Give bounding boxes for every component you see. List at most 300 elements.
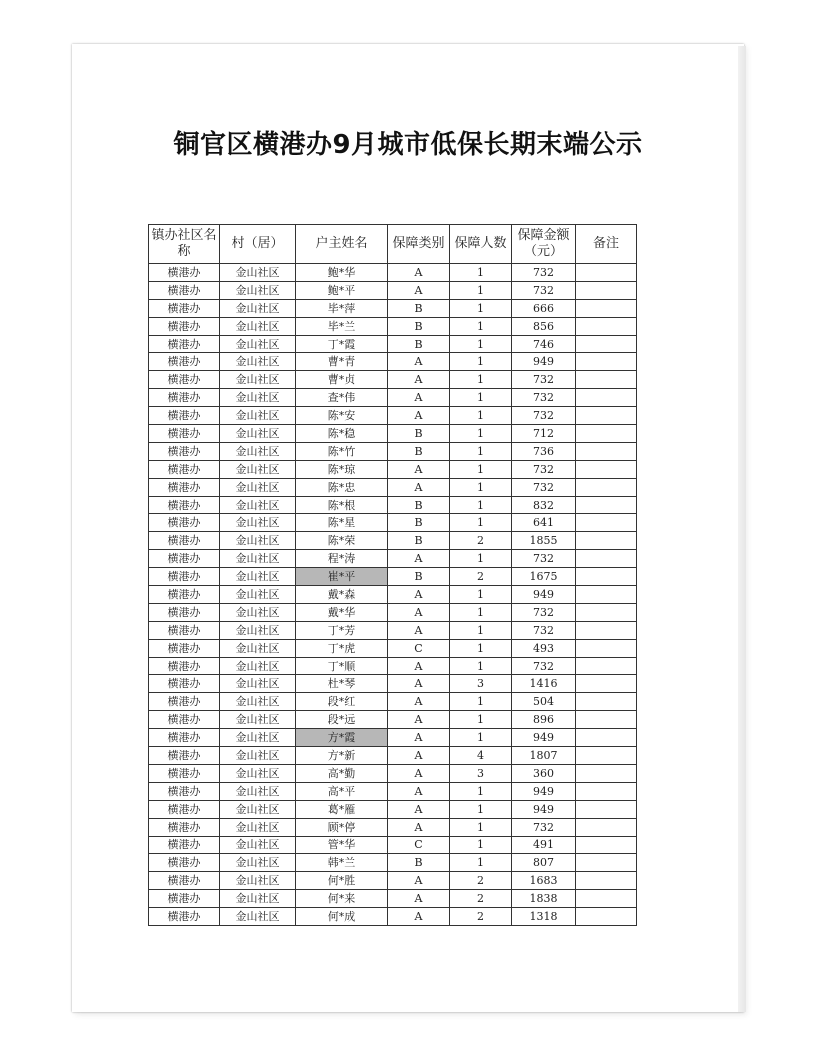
cell-village: 金山社区: [220, 568, 296, 586]
table-row: [149, 621, 637, 639]
cell-town: 横港办: [149, 371, 220, 389]
cell-remark: [576, 478, 637, 496]
cell-name: 顾*停: [296, 818, 388, 836]
cell-name: 戴*华: [296, 603, 388, 621]
cell-amount: 491: [512, 836, 576, 854]
cell-persons: 1: [450, 657, 512, 675]
cell-name: 查*伟: [296, 389, 388, 407]
table-row: [149, 782, 637, 800]
cell-town: 横港办: [149, 908, 220, 926]
cell-persons: 1: [450, 389, 512, 407]
cell-name: 何*胜: [296, 872, 388, 890]
cell-category: A: [388, 460, 450, 478]
cell-town: 横港办: [149, 407, 220, 425]
cell-town: 横港办: [149, 890, 220, 908]
cell-village: 金山社区: [220, 407, 296, 425]
table-row: [149, 281, 637, 299]
cell-persons: 1: [450, 586, 512, 604]
cell-amount: 1807: [512, 747, 576, 765]
cell-amount: 732: [512, 281, 576, 299]
cell-name: 陈*荣: [296, 532, 388, 550]
cell-remark: [576, 407, 637, 425]
table-row: [149, 550, 637, 568]
cell-village: 金山社区: [220, 550, 296, 568]
cell-town: 横港办: [149, 514, 220, 532]
table-row: [149, 514, 637, 532]
cell-persons: 1: [450, 854, 512, 872]
cell-amount: 712: [512, 425, 576, 443]
cell-town: 横港办: [149, 782, 220, 800]
cell-amount: 732: [512, 371, 576, 389]
cell-persons: 1: [450, 353, 512, 371]
cell-village: 金山社区: [220, 836, 296, 854]
cell-remark: [576, 639, 637, 657]
cell-remark: [576, 496, 637, 514]
cell-town: 横港办: [149, 568, 220, 586]
cell-category: A: [388, 478, 450, 496]
cell-remark: [576, 389, 637, 407]
cell-amount: 736: [512, 442, 576, 460]
cell-persons: 3: [450, 675, 512, 693]
cell-persons: 1: [450, 264, 512, 282]
table-row: [149, 639, 637, 657]
cell-name: 方*新: [296, 747, 388, 765]
cell-town: 横港办: [149, 818, 220, 836]
table-row: [149, 800, 637, 818]
cell-name: 曹*贞: [296, 371, 388, 389]
cell-town: 横港办: [149, 389, 220, 407]
cell-village: 金山社区: [220, 442, 296, 460]
cell-name: 崔*平: [296, 568, 388, 586]
cell-amount: 1318: [512, 908, 576, 926]
cell-remark: [576, 908, 637, 926]
cell-town: 横港办: [149, 532, 220, 550]
cell-village: 金山社区: [220, 281, 296, 299]
cell-amount: 1675: [512, 568, 576, 586]
cell-name: 葛*雁: [296, 800, 388, 818]
cell-name: 鲍*平: [296, 281, 388, 299]
cell-town: 横港办: [149, 281, 220, 299]
cell-category: A: [388, 782, 450, 800]
cell-category: A: [388, 603, 450, 621]
cell-remark: [576, 550, 637, 568]
cell-town: 横港办: [149, 460, 220, 478]
table-row: [149, 729, 637, 747]
cell-persons: 1: [450, 550, 512, 568]
cell-name: 何*来: [296, 890, 388, 908]
cell-village: 金山社区: [220, 299, 296, 317]
cell-amount: 856: [512, 317, 576, 335]
cell-persons: 1: [450, 711, 512, 729]
cell-category: A: [388, 621, 450, 639]
cell-name: 陈*安: [296, 407, 388, 425]
cell-persons: 2: [450, 532, 512, 550]
cell-town: 横港办: [149, 425, 220, 443]
cell-town: 横港办: [149, 693, 220, 711]
cell-town: 横港办: [149, 264, 220, 282]
cell-town: 横港办: [149, 586, 220, 604]
cell-amount: 504: [512, 693, 576, 711]
cell-village: 金山社区: [220, 675, 296, 693]
cell-village: 金山社区: [220, 425, 296, 443]
cell-name: 陈*星: [296, 514, 388, 532]
cell-town: 横港办: [149, 764, 220, 782]
table-row: [149, 854, 637, 872]
cell-remark: [576, 442, 637, 460]
cell-category: A: [388, 800, 450, 818]
cell-town: 横港办: [149, 836, 220, 854]
cell-amount: 732: [512, 264, 576, 282]
cell-town: 横港办: [149, 353, 220, 371]
cell-persons: 1: [450, 800, 512, 818]
cell-village: 金山社区: [220, 353, 296, 371]
cell-remark: [576, 621, 637, 639]
cell-remark: [576, 800, 637, 818]
cell-amount: 732: [512, 657, 576, 675]
cell-village: 金山社区: [220, 335, 296, 353]
cell-town: 横港办: [149, 335, 220, 353]
cell-name: 丁*霞: [296, 335, 388, 353]
cell-amount: 732: [512, 550, 576, 568]
cell-persons: 1: [450, 425, 512, 443]
cell-persons: 1: [450, 514, 512, 532]
cell-amount: 732: [512, 478, 576, 496]
cell-persons: 1: [450, 818, 512, 836]
cell-category: A: [388, 586, 450, 604]
cell-amount: 666: [512, 299, 576, 317]
cell-remark: [576, 586, 637, 604]
table-row: [149, 675, 637, 693]
cell-name: 丁*芳: [296, 621, 388, 639]
cell-town: 横港办: [149, 729, 220, 747]
cell-amount: 732: [512, 389, 576, 407]
cell-remark: [576, 729, 637, 747]
cell-persons: 1: [450, 693, 512, 711]
cell-category: B: [388, 532, 450, 550]
cell-remark: [576, 425, 637, 443]
cell-persons: 1: [450, 299, 512, 317]
cell-village: 金山社区: [220, 818, 296, 836]
cell-category: A: [388, 281, 450, 299]
cell-village: 金山社区: [220, 603, 296, 621]
cell-town: 横港办: [149, 550, 220, 568]
cell-town: 横港办: [149, 621, 220, 639]
cell-name: 曹*青: [296, 353, 388, 371]
cell-town: 横港办: [149, 299, 220, 317]
cell-persons: 2: [450, 568, 512, 586]
cell-persons: 1: [450, 335, 512, 353]
table-row: [149, 353, 637, 371]
header-town: 镇办社区名称: [149, 225, 220, 264]
cell-town: 横港办: [149, 854, 220, 872]
cell-category: A: [388, 908, 450, 926]
cell-category: A: [388, 371, 450, 389]
cell-name: 鲍*华: [296, 264, 388, 282]
cell-category: A: [388, 729, 450, 747]
cell-remark: [576, 836, 637, 854]
cell-name: 陈*忠: [296, 478, 388, 496]
table-row: [149, 371, 637, 389]
cell-persons: 1: [450, 407, 512, 425]
cell-village: 金山社区: [220, 371, 296, 389]
cell-persons: 1: [450, 836, 512, 854]
cell-amount: 949: [512, 800, 576, 818]
cell-remark: [576, 764, 637, 782]
cell-persons: 1: [450, 460, 512, 478]
table-row: [149, 407, 637, 425]
cell-name: 管*华: [296, 836, 388, 854]
cell-village: 金山社区: [220, 657, 296, 675]
cell-category: A: [388, 657, 450, 675]
cell-amount: 949: [512, 729, 576, 747]
table-row: [149, 532, 637, 550]
table-row: [149, 389, 637, 407]
cell-amount: 732: [512, 818, 576, 836]
header-remark: 备注: [576, 225, 637, 264]
header-name: 户主姓名: [296, 225, 388, 264]
cell-name: 韩*兰: [296, 854, 388, 872]
cell-town: 横港办: [149, 747, 220, 765]
cell-persons: 1: [450, 729, 512, 747]
cell-amount: 807: [512, 854, 576, 872]
cell-category: A: [388, 872, 450, 890]
cell-amount: 746: [512, 335, 576, 353]
page-title: 铜官区横港办9月城市低保长期末端公示: [173, 130, 643, 160]
table-row: [149, 603, 637, 621]
cell-category: C: [388, 639, 450, 657]
cell-category: A: [388, 747, 450, 765]
cell-remark: [576, 657, 637, 675]
cell-village: 金山社区: [220, 854, 296, 872]
cell-remark: [576, 872, 637, 890]
cell-name: 丁*顺: [296, 657, 388, 675]
cell-amount: 732: [512, 407, 576, 425]
cell-name: 段*远: [296, 711, 388, 729]
cell-category: A: [388, 818, 450, 836]
cell-category: A: [388, 890, 450, 908]
cell-category: A: [388, 550, 450, 568]
cell-village: 金山社区: [220, 460, 296, 478]
cell-remark: [576, 460, 637, 478]
cell-category: B: [388, 335, 450, 353]
cell-remark: [576, 675, 637, 693]
cell-village: 金山社区: [220, 639, 296, 657]
table-row: [149, 317, 637, 335]
table-row: [149, 818, 637, 836]
cell-name: 戴*森: [296, 586, 388, 604]
cell-category: A: [388, 389, 450, 407]
cell-village: 金山社区: [220, 908, 296, 926]
cell-name: 陈*琼: [296, 460, 388, 478]
table-row: [149, 872, 637, 890]
cell-village: 金山社区: [220, 747, 296, 765]
cell-persons: 1: [450, 478, 512, 496]
cell-village: 金山社区: [220, 872, 296, 890]
cell-village: 金山社区: [220, 389, 296, 407]
table-row: [149, 693, 637, 711]
cell-name: 方*霞: [296, 729, 388, 747]
cell-category: C: [388, 836, 450, 854]
cell-name: 毕*萍: [296, 299, 388, 317]
cell-village: 金山社区: [220, 532, 296, 550]
cell-name: 陈*稳: [296, 425, 388, 443]
header-village: 村（居）: [220, 225, 296, 264]
cell-village: 金山社区: [220, 317, 296, 335]
table-row: [149, 836, 637, 854]
cell-village: 金山社区: [220, 478, 296, 496]
table-row: [149, 335, 637, 353]
cell-persons: 1: [450, 317, 512, 335]
cell-persons: 1: [450, 371, 512, 389]
cell-persons: 1: [450, 639, 512, 657]
header-amount: 保障金额（元）: [512, 225, 576, 264]
cell-persons: 1: [450, 782, 512, 800]
cell-village: 金山社区: [220, 711, 296, 729]
cell-category: A: [388, 693, 450, 711]
cell-remark: [576, 747, 637, 765]
table-row: [149, 908, 637, 926]
cell-persons: 1: [450, 603, 512, 621]
cell-town: 横港办: [149, 496, 220, 514]
cell-category: A: [388, 711, 450, 729]
cell-remark: [576, 890, 637, 908]
cell-remark: [576, 532, 637, 550]
table-row: [149, 478, 637, 496]
cell-village: 金山社区: [220, 586, 296, 604]
cell-name: 陈*根: [296, 496, 388, 514]
cell-town: 横港办: [149, 639, 220, 657]
header-category: 保障类别: [388, 225, 450, 264]
table-row: [149, 657, 637, 675]
cell-persons: 4: [450, 747, 512, 765]
cell-town: 横港办: [149, 872, 220, 890]
cell-amount: 360: [512, 764, 576, 782]
cell-name: 高*勤: [296, 764, 388, 782]
table-row: [149, 890, 637, 908]
cell-persons: 1: [450, 442, 512, 460]
cell-persons: 1: [450, 281, 512, 299]
cell-name: 何*成: [296, 908, 388, 926]
cell-category: A: [388, 407, 450, 425]
cell-remark: [576, 818, 637, 836]
table-row: [149, 442, 637, 460]
cell-remark: [576, 317, 637, 335]
cell-name: 陈*竹: [296, 442, 388, 460]
cell-amount: 832: [512, 496, 576, 514]
cell-category: A: [388, 353, 450, 371]
cell-persons: 1: [450, 496, 512, 514]
cell-amount: 949: [512, 782, 576, 800]
cell-amount: 1683: [512, 872, 576, 890]
cell-amount: 732: [512, 621, 576, 639]
cell-village: 金山社区: [220, 514, 296, 532]
cell-amount: 732: [512, 603, 576, 621]
cell-remark: [576, 514, 637, 532]
cell-category: B: [388, 425, 450, 443]
cell-village: 金山社区: [220, 800, 296, 818]
cell-name: 程*涛: [296, 550, 388, 568]
cell-remark: [576, 854, 637, 872]
cell-town: 横港办: [149, 603, 220, 621]
cell-name: 丁*虎: [296, 639, 388, 657]
cell-town: 横港办: [149, 800, 220, 818]
table-row: [149, 496, 637, 514]
cell-name: 段*红: [296, 693, 388, 711]
cell-remark: [576, 353, 637, 371]
cell-amount: 732: [512, 460, 576, 478]
cell-town: 横港办: [149, 711, 220, 729]
cell-remark: [576, 711, 637, 729]
cell-amount: 493: [512, 639, 576, 657]
cell-remark: [576, 603, 637, 621]
cell-amount: 1838: [512, 890, 576, 908]
cell-village: 金山社区: [220, 264, 296, 282]
cell-remark: [576, 335, 637, 353]
table-row: [149, 747, 637, 765]
cell-category: B: [388, 568, 450, 586]
cell-amount: 949: [512, 586, 576, 604]
table-row: [149, 568, 637, 586]
cell-amount: 949: [512, 353, 576, 371]
cell-village: 金山社区: [220, 890, 296, 908]
cell-amount: 1855: [512, 532, 576, 550]
cell-town: 横港办: [149, 317, 220, 335]
cell-town: 横港办: [149, 675, 220, 693]
table-row: [149, 586, 637, 604]
cell-village: 金山社区: [220, 729, 296, 747]
cell-remark: [576, 371, 637, 389]
table-row: [149, 299, 637, 317]
header-persons: 保障人数: [450, 225, 512, 264]
cell-category: A: [388, 264, 450, 282]
cell-amount: 1416: [512, 675, 576, 693]
table-row: [149, 460, 637, 478]
cell-remark: [576, 568, 637, 586]
cell-remark: [576, 281, 637, 299]
cell-category: A: [388, 764, 450, 782]
cell-amount: 896: [512, 711, 576, 729]
subsidy-table: [148, 224, 637, 926]
cell-remark: [576, 264, 637, 282]
cell-amount: 641: [512, 514, 576, 532]
cell-remark: [576, 693, 637, 711]
table-row: [149, 711, 637, 729]
cell-name: 杜*琴: [296, 675, 388, 693]
cell-remark: [576, 299, 637, 317]
cell-persons: 2: [450, 890, 512, 908]
cell-village: 金山社区: [220, 621, 296, 639]
cell-category: B: [388, 496, 450, 514]
cell-category: B: [388, 854, 450, 872]
cell-village: 金山社区: [220, 496, 296, 514]
cell-category: A: [388, 675, 450, 693]
paper-edge: [738, 46, 746, 1012]
cell-persons: 2: [450, 872, 512, 890]
cell-remark: [576, 782, 637, 800]
cell-name: 高*平: [296, 782, 388, 800]
cell-village: 金山社区: [220, 693, 296, 711]
cell-village: 金山社区: [220, 764, 296, 782]
cell-name: 毕*兰: [296, 317, 388, 335]
table-row: [149, 425, 637, 443]
cell-persons: 2: [450, 908, 512, 926]
cell-persons: 1: [450, 621, 512, 639]
cell-persons: 3: [450, 764, 512, 782]
table-row: [149, 264, 637, 282]
cell-village: 金山社区: [220, 782, 296, 800]
cell-category: B: [388, 442, 450, 460]
table-row: [149, 764, 637, 782]
